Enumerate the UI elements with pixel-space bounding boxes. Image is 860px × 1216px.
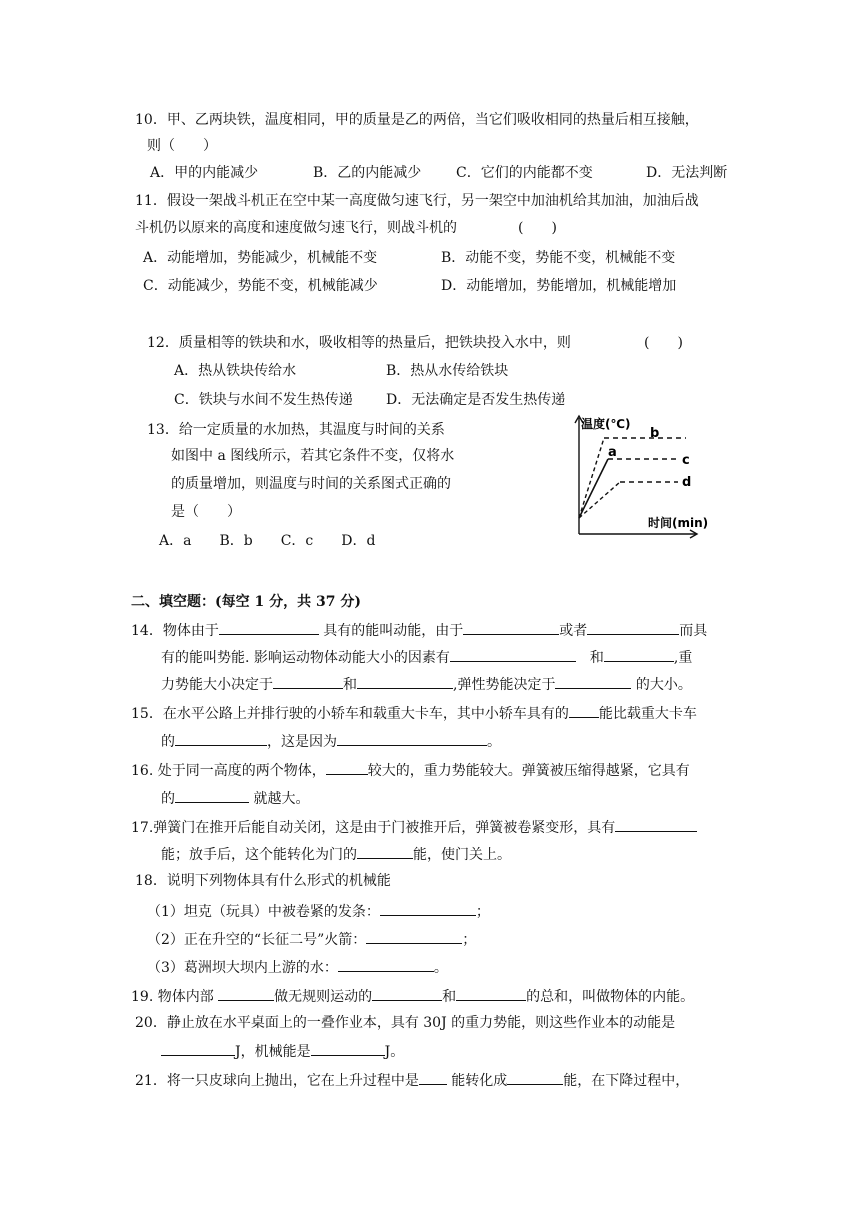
q13-stem-line4: 是（ ） [171, 504, 241, 520]
graph-line-b-rise [579, 438, 604, 518]
q16-line2 [161, 788, 309, 808]
q12-paren: ( ) [644, 335, 683, 351]
q10-option-b: B．乙的内能减少 [313, 165, 422, 181]
blank [372, 986, 442, 1001]
q18-text-2: （2）正在升空的“长征二号”火箭： [147, 932, 367, 948]
q16-line1 [131, 760, 690, 780]
q18-item2 [147, 929, 476, 949]
q15-text-1a: 15．在水平公路上并排行驶的小轿车和载重大卡车，其中小轿车具有的 [131, 706, 569, 722]
blank [366, 929, 462, 944]
blank [463, 620, 559, 635]
q14-text-2b: 和 [589, 650, 604, 666]
q14-text-1b: 具有的能叫动能，由于 [323, 623, 464, 639]
q13-stem-line2: 如图中 a 图线所示，若其它条件不变，仅将水 [171, 448, 455, 464]
q12-option-c: C．铁块与水间不发生热传递 [174, 392, 353, 408]
blank [357, 844, 413, 859]
blank [569, 703, 599, 718]
q17-text-1a: 17.弹簧门在推开后能自动关闭，这是由于门被推开后，弹簧被卷紧变形，具有 [131, 820, 616, 836]
blank [604, 647, 674, 662]
q14-text-1c: 或者 [559, 623, 588, 639]
q16-text-2a: 的 [161, 791, 175, 807]
temperature-time-graph [568, 410, 708, 540]
q15-line2 [161, 731, 501, 751]
q14-text-1a: 14．物体由于 [131, 623, 219, 639]
q18-stem: 18．说明下列物体具有什么形式的机械能 [135, 873, 391, 889]
blank [311, 1041, 385, 1056]
q16-text-2b: 就越大。 [253, 791, 310, 807]
graph-label-c: c [682, 453, 690, 468]
q12-option-a: A．热从铁块传给水 [174, 363, 297, 379]
q14-text-2a: 有的能叫势能. 影响运动物体动能大小的因素有 [161, 650, 450, 666]
blank [219, 620, 319, 635]
q18-item1 [147, 901, 490, 921]
q20-text-2b: J。 [384, 1044, 405, 1060]
q10-option-a: A．甲的内能减少 [150, 165, 259, 181]
q21-text-b: 能转化成 [451, 1073, 508, 1089]
blank [175, 731, 267, 746]
q15-text-2b: ，这是因为 [267, 734, 337, 750]
q18-text-1: （1）坦克（玩具）中被卷紧的发条： [147, 904, 380, 920]
q17-line1 [131, 817, 697, 837]
q14-line1 [131, 620, 707, 640]
q14-line3 [161, 674, 692, 694]
graph-x-label: 时间(min) [648, 516, 708, 530]
blank [419, 1070, 447, 1085]
blank [507, 1070, 563, 1085]
q21-text-a: 21．将一只皮球向上抛出，它在上升过程中是 [135, 1073, 419, 1089]
q11-paren: ( ) [518, 220, 557, 236]
q19-text-a: 19. 物体内部 [131, 989, 214, 1005]
graph-label-b: b [650, 426, 660, 441]
q11-stem-line2: 斗机仍以原来的高度和速度做匀速飞行，则战斗机的 [135, 220, 457, 236]
q14-text-2c: ,重 [673, 650, 693, 666]
q21-line [135, 1070, 689, 1090]
graph-y-label: 温度(℃) [581, 417, 631, 431]
q17-text-2a: 能；放手后，这个能转化为门的 [161, 847, 357, 863]
graph-label-a: a [608, 445, 617, 460]
q14-text-3d: 的大小。 [635, 677, 692, 693]
graph-line-a-rise [579, 459, 608, 518]
q12-option-d: D．无法确定是否发生热传递 [386, 392, 566, 408]
q14-text-3a: 力势能大小决定于 [161, 677, 273, 693]
q12-option-b: B．热从水传给铁块 [386, 363, 509, 379]
q15-text-1b: 能比载重大卡车 [598, 706, 697, 722]
q18-text-3: （3）葛洲坝大坝内上游的水： [147, 960, 338, 976]
q16-text-1b: 较大的，重力势能较大。弹簧被压缩得越紧，它具有 [367, 763, 690, 779]
q17-text-2b: 能，使门关上。 [413, 847, 511, 863]
blank [338, 957, 434, 972]
graph-label-d: d [682, 475, 692, 490]
blank [273, 674, 343, 689]
q10-option-d: D．无法判断 [646, 165, 728, 181]
q19-text-c: 和 [442, 989, 457, 1005]
blank [175, 788, 249, 803]
q14-text-3c: ,弹性势能决定于 [453, 677, 556, 693]
blank [555, 674, 631, 689]
q17-line2 [161, 844, 511, 864]
blank [161, 1041, 235, 1056]
q18-text-2-end: ； [462, 932, 477, 948]
blank [218, 986, 274, 1001]
q21-text-c: 能，在下降过程中， [563, 1073, 690, 1089]
q11-option-d: D．动能增加，势能增加，机械能增加 [441, 278, 677, 294]
q18-item3 [147, 957, 448, 977]
q13-stem-line3: 的质量增加，则温度与时间的关系图式正确的 [171, 476, 451, 492]
graph-line-d-rise [579, 482, 620, 518]
blank [615, 817, 697, 832]
q10-option-c: C．它们的内能都不变 [456, 165, 593, 181]
q10-stem-line2: 则（ ） [147, 138, 217, 154]
section-heading: 二、填空题：(每空 1 分，共 37 分) [131, 594, 361, 610]
blank [587, 620, 679, 635]
q15-text-2c: 。 [487, 734, 501, 750]
q19-line [131, 986, 694, 1006]
q20-line2 [161, 1041, 404, 1061]
q15-line1 [131, 703, 697, 723]
q18-text-3-end: 。 [433, 960, 448, 976]
q15-text-2a: 的 [161, 734, 175, 750]
blank [456, 986, 526, 1001]
q19-text-d: 的总和，叫做物体的内能。 [526, 989, 695, 1005]
q14-line2 [161, 647, 692, 667]
blank [337, 731, 487, 746]
q11-stem-line1: 11．假设一架战斗机正在空中某一高度做匀速飞行，另一架空中加油机给其加油，加油后战 [135, 193, 699, 209]
q20-line1: 20．静止放在水平桌面上的一叠作业本，具有 30J 的重力势能，则这些作业本的动能是 [135, 1015, 676, 1031]
q10-stem-line1: 10．甲、乙两块铁，温度相同，甲的质量是乙的两倍，当它们吸收相同的热量后相互接触， [135, 112, 699, 128]
q11-option-b: B．动能不变，势能不变，机械能不变 [441, 250, 676, 266]
q20-text-2a: J，机械能是 [235, 1044, 311, 1060]
blank [450, 647, 576, 662]
q18-text-1-end: ； [475, 904, 490, 920]
q11-option-a: A．动能增加，势能减少，机械能不变 [143, 250, 378, 266]
q14-text-1d: 而具 [679, 623, 708, 639]
blank [326, 760, 368, 775]
q16-text-1a: 16. 处于同一高度的两个物体， [131, 763, 326, 779]
blank [357, 674, 453, 689]
blank [380, 901, 476, 916]
q11-option-c: C．动能减少，势能不变，机械能减少 [143, 278, 378, 294]
q14-text-3b: 和 [343, 677, 357, 693]
q12-stem: 12．质量相等的铁块和水，吸收相等的热量后，把铁块投入水中，则 [147, 335, 571, 351]
q13-options: A．a B．b C．c D．d [159, 533, 376, 549]
q19-text-b: 做无规则运动的 [274, 989, 373, 1005]
q13-stem-line1: 13．给一定质量的水加热，其温度与时间的关系 [147, 422, 445, 438]
